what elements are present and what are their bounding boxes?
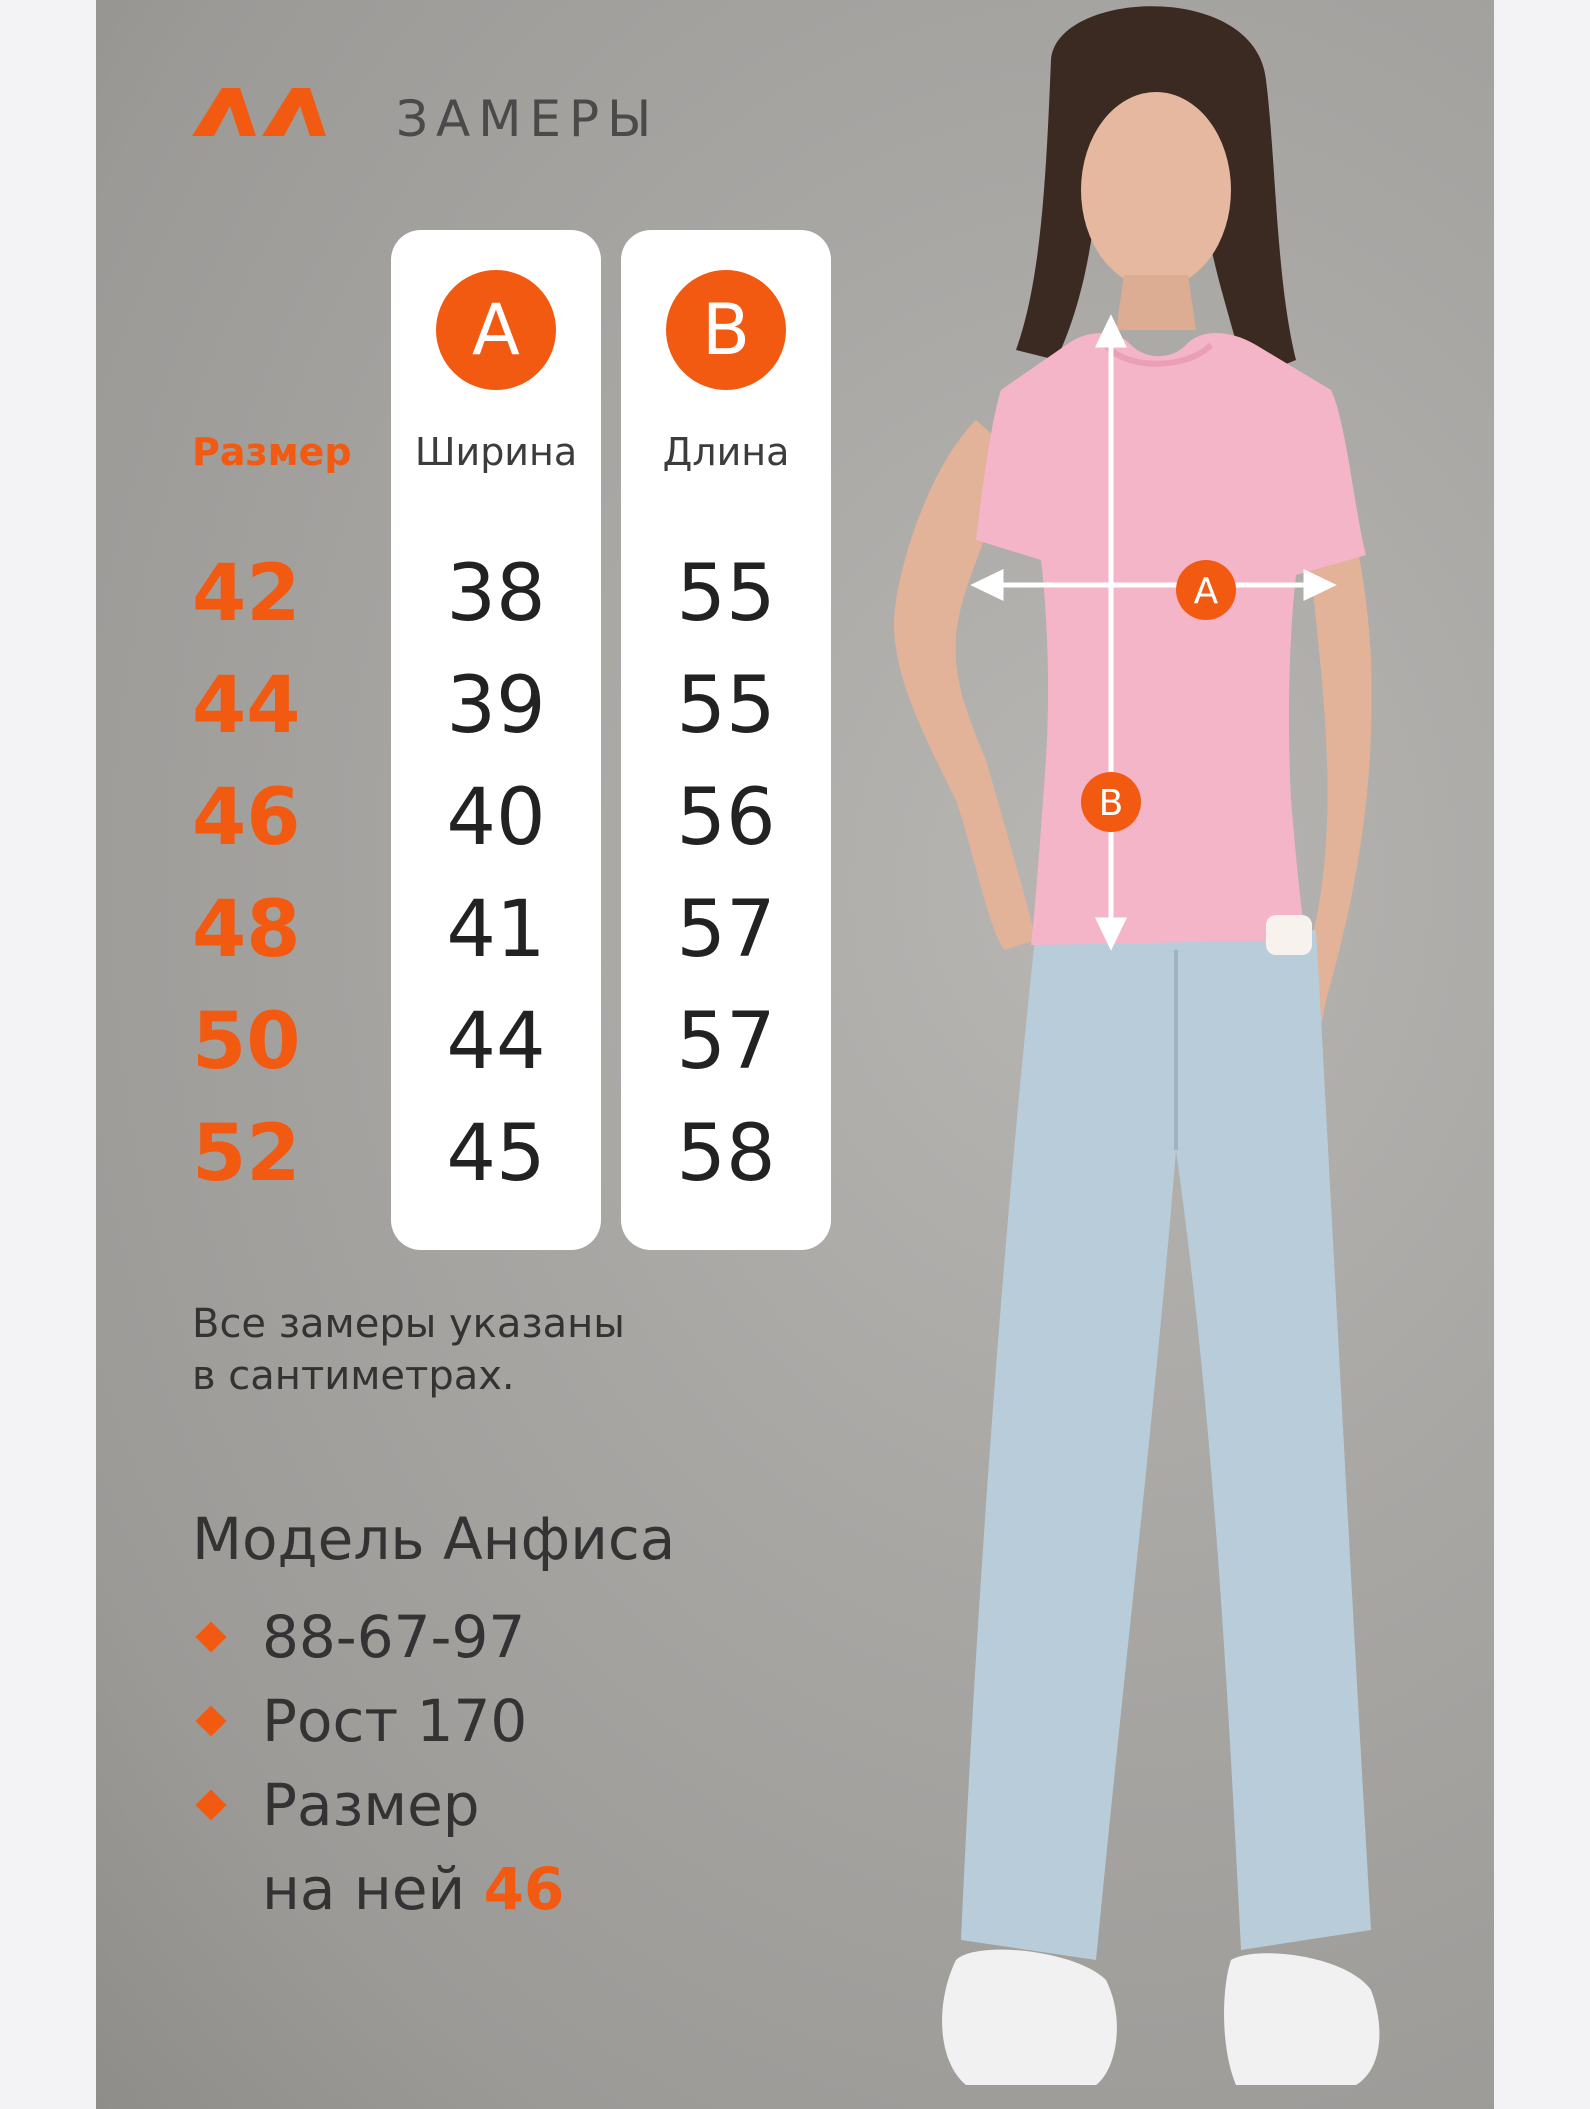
units-note-line: в сантиметрах. [192,1353,515,1399]
length-value: 57 [676,885,776,975]
length-value: 58 [676,1109,776,1199]
size-column-header: Размер [192,430,352,474]
width-value: 39 [446,661,546,751]
fact-size-continued [192,1847,564,1931]
units-note [192,1298,712,1402]
width-value: 40 [446,773,546,863]
brand-logo [192,88,332,136]
diagram-label-b: B [1098,783,1124,824]
fact-measurements [192,1595,564,1679]
fact-height [192,1679,564,1763]
fact-text: 88-67-97 [262,1603,526,1671]
fact-text: на ней [262,1855,466,1923]
size-value: 46 [192,773,301,863]
diamond-bullet-icon [195,1705,226,1736]
diamond-bullet-icon [195,1621,226,1652]
length-value: 55 [676,661,776,751]
width-list [391,538,601,1210]
length-column-header: Длина [662,430,790,474]
page-title: ЗАМЕРЫ [396,90,660,148]
model-facts [192,1595,564,1931]
size-value: 42 [192,549,301,639]
model-photo [826,0,1494,2109]
model-name: Модель Анфиса [192,1505,676,1573]
badge-b: B [666,270,786,390]
size-list [192,538,301,1210]
diagram-label-a: A [1193,571,1219,612]
badge-a: A [436,270,556,390]
length-list [621,538,831,1210]
size-value: 50 [192,997,301,1087]
length-value: 55 [676,549,776,639]
units-note-line: Все замеры указаны [192,1301,625,1347]
size-value: 52 [192,1109,301,1199]
size-value: 48 [192,885,301,975]
fact-text: Рост 170 [262,1687,528,1755]
width-value: 44 [446,997,546,1087]
width-value: 45 [446,1109,546,1199]
length-value: 57 [676,997,776,1087]
size-chart-banner [96,0,1494,2109]
fact-size [192,1763,564,1847]
fact-size-value: 46 [483,1855,565,1923]
size-value: 44 [192,661,301,751]
diamond-bullet-icon [195,1789,226,1820]
width-value: 41 [446,885,546,975]
length-value: 56 [676,773,776,863]
fact-text: Размер [262,1771,480,1839]
width-value: 38 [446,549,546,639]
width-column-header: Ширина [414,430,578,474]
